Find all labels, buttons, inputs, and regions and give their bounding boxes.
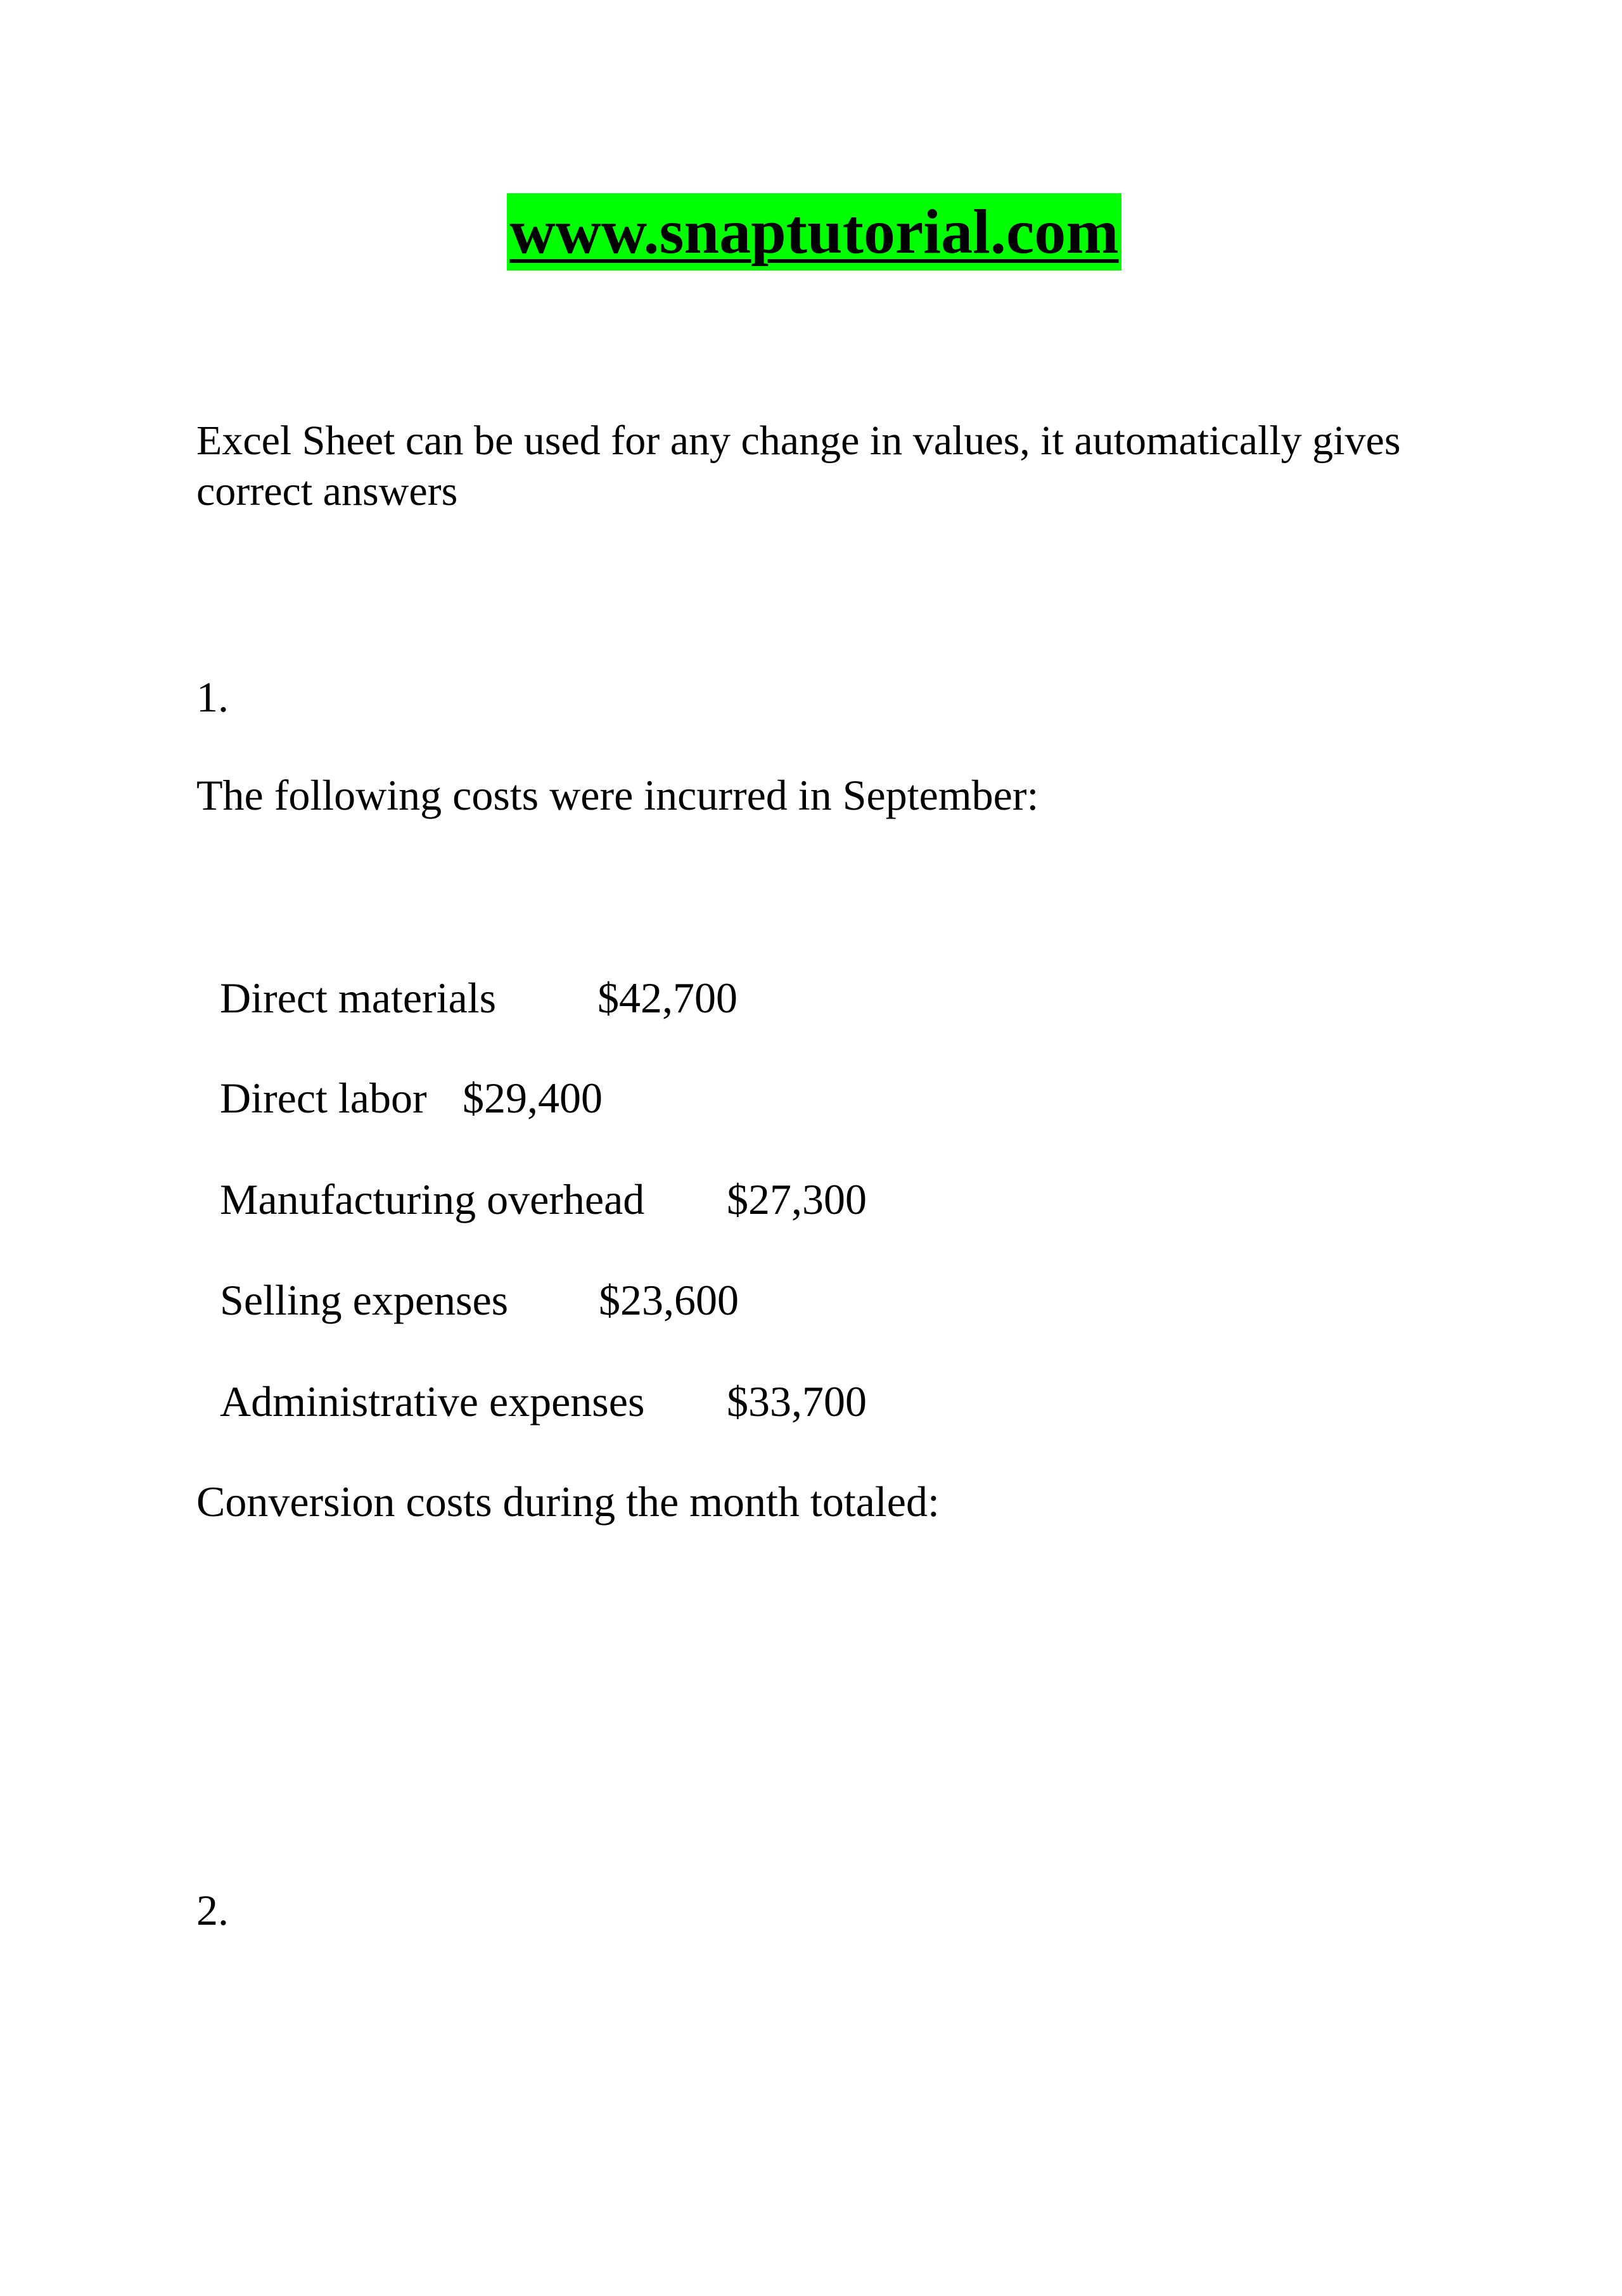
cost-label: Direct labor: [220, 1074, 427, 1122]
question-2-number: 2.: [196, 1886, 229, 1934]
question-1-text: Conversion costs during the month totaled:: [196, 1477, 940, 1526]
cost-row-direct-labor: [220, 1073, 603, 1123]
question-1-number: 1.: [196, 673, 229, 721]
site-link[interactable]: www.snaptutorial.com: [507, 193, 1121, 271]
cost-row-administrative-expenses: [220, 1376, 867, 1427]
intro-text: Excel Sheet can be used for any change in values, it automatically gives correct answers: [196, 418, 1401, 514]
cost-row-manufacturing-overhead: [220, 1174, 867, 1225]
cost-value: $33,700: [727, 1377, 867, 1425]
cost-value: $27,300: [727, 1175, 867, 1223]
cost-value: $42,700: [597, 974, 738, 1022]
cost-label: Manufacturing overhead: [220, 1175, 645, 1223]
cost-row-direct-materials: [220, 973, 738, 1023]
cost-label: Administrative expenses: [220, 1377, 645, 1425]
cost-label: Direct materials: [220, 974, 497, 1022]
question-1-prompt: The following costs were incurred in September:: [196, 771, 1039, 819]
cost-value: $23,600: [599, 1276, 739, 1324]
site-link-container: [0, 193, 1622, 271]
cost-label: Selling expenses: [220, 1276, 509, 1324]
cost-value: $29,400: [463, 1074, 603, 1122]
cost-row-selling-expenses: [220, 1275, 739, 1325]
